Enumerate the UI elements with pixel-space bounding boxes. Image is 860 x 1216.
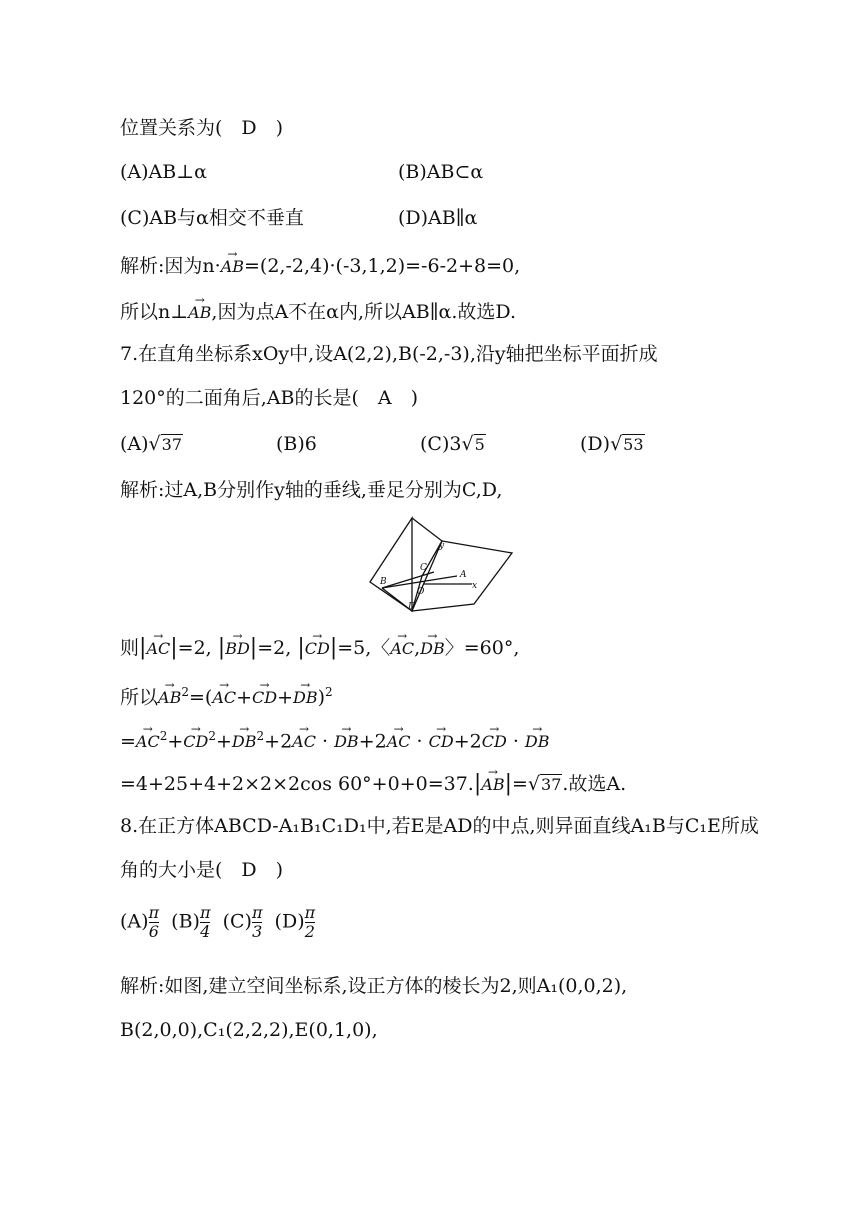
solution-7-line-3: 所以→ $AB^2=(\to AC+\to CD+\to DB)^2$ <box>120 680 333 710</box>
label-x: x <box>472 581 478 591</box>
solution-7-line-2: 则|→ AC|=2, |→ BD|=2, |→ CD|=5,〈→ AC,→ DB〉=60°, <box>120 636 519 661</box>
q8-options: (A) $\frac{\pi}{6}$ (B) $\frac{\pi}{4}$ (C) $\frac{\pi}{3}$ (D) $\frac{\pi}{2}$ <box>120 903 316 941</box>
solution-8-line-1: 解析:如图,建立空间坐标系,设正方体的棱长为2,则A₁(0,0,2), <box>120 975 628 997</box>
solution-7-line-4: =→ $AC^2+\to CD^2+\to DB^2+2\to$ AC · → DB+2→ AC · → CD+2→ CD · → DB <box>120 724 550 754</box>
label-b: B <box>380 577 387 587</box>
dihedral-figure <box>362 514 522 616</box>
label-d: D <box>408 602 416 612</box>
q7-option-c: (C)3√5 <box>420 433 485 455</box>
solution-6-line-1: 解析:因为n·→ AB=(2,-2,4)·(-3,1,2)=-6-2+8=0, <box>120 254 520 279</box>
q6-option-a: (A)AB⊥α <box>120 161 207 183</box>
label-y: y <box>439 541 445 551</box>
solution-7-line-1: 解析:过A,B分别作y轴的垂线,垂足分别为C,D, <box>120 479 503 501</box>
label-c: C <box>420 563 427 573</box>
question-8-line-1: 8.在正方体ABCD-A₁B₁C₁D₁中,若E是AD的中点,则异面直线A₁B与C₁E所成 <box>120 815 759 837</box>
solution-8-line-2: B(2,0,0),C₁(2,2,2),E(0,1,0), <box>120 1019 378 1041</box>
q6-option-c: (C)AB与α相交不垂直 <box>120 207 304 229</box>
label-a: A <box>460 570 467 580</box>
solution-7-line-5: =4+25+4+2×2×2cos 60°+0+0=37.|→ AB|=√37.故选A. <box>120 772 626 797</box>
q6-option-b: (B)AB⊂α <box>398 161 484 183</box>
solution-6-line-2: 所以n⊥→ AB,因为点A不在α内,所以AB∥α.故选D. <box>120 300 516 325</box>
label-o: O <box>417 587 425 597</box>
question-7-line-2: 120°的二面角后,AB的长是( A ) <box>120 387 419 409</box>
q6-option-d: (D)AB∥α <box>398 207 478 229</box>
question-8-line-2: 角的大小是( D ) <box>120 859 284 881</box>
q7-option-b: (B)6 <box>276 433 317 455</box>
question-7-line-1: 7.在直角坐标系xOy中,设A(2,2),B(-2,-3),沿y轴把坐标平面折成 <box>120 343 658 365</box>
q7-option-d: (D)√53 <box>580 433 644 455</box>
q7-option-a: (A)√37 <box>120 433 183 455</box>
question-6-tail: 位置关系为( D ) <box>120 117 284 139</box>
